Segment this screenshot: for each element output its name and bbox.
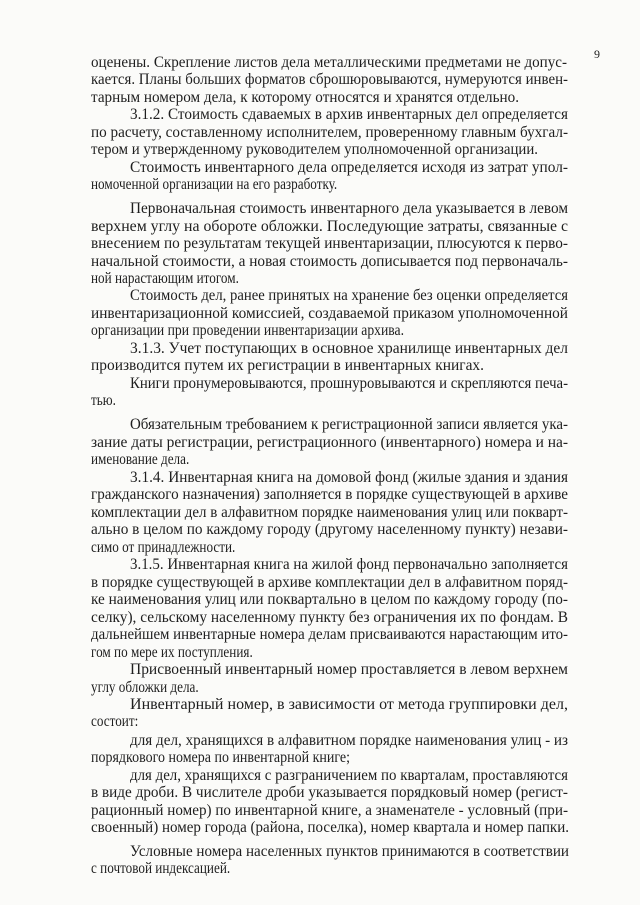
text-line: именование дела.: [91, 451, 190, 468]
text-line: Инвентарный номер, в зависимости от метода группировки дел,: [130, 696, 569, 713]
text-line: 3.1.2. Стоимость сдаваемых в архив инвентарных дел определяется: [130, 106, 569, 123]
text-line: селку), сельскому населенному пункту без ограничения их по фондам. В: [91, 609, 568, 626]
text-line: ной нарастающим итогом.: [91, 270, 239, 287]
text-line: номоченной организации на его разработку.: [91, 176, 338, 193]
text-line: тарным номером дела, к которому относятся и хранятся отдельно.: [91, 89, 520, 106]
text-line: ке наименования улиц или поквартально в целом по каждому городу (по-: [91, 591, 568, 608]
text-line: тью.: [91, 392, 116, 409]
text-line: с почтовой индексацией.: [91, 860, 231, 877]
text-line: своенный) номер города (района, поселка), номер квартала и номер папки.: [91, 819, 570, 836]
text-line: 3.1.4. Инвентарная книга на домовой фонд (жилые здания и здания: [130, 469, 569, 486]
text-line: оценены. Скрепление листов дела металлическими предметами не допус-: [91, 54, 568, 71]
text-line: ально в целом по каждому городу (другому населенному пункту) незави-: [91, 521, 569, 538]
text-line: в виде дроби. В числителе дроби указывается порядковый номер (регист-: [91, 784, 568, 801]
text-line: 3.1.3. Учет поступающих в основное хранилище инвентарных дел: [130, 340, 569, 357]
text-line: углу обложки дела.: [91, 679, 199, 696]
text-line: зание даты регистрации, регистрационного (инвентарного) номера и на-: [91, 434, 569, 451]
text-line: 3.1.5. Инвентарная книга на жилой фонд первоначально заполняется: [130, 556, 568, 573]
text-line: гражданского назначения) заполняется в порядке существующей в архиве: [91, 486, 569, 503]
text-line: верхнем углу на обороте обложки. Последующие затраты, связанные с: [91, 218, 568, 235]
text-line: начальной стоимости, а новая стоимость дописывается под первоначаль-: [91, 253, 568, 270]
text-line: кается. Планы больших форматов сброшюровываются, нумеруются инвен-: [91, 71, 568, 88]
text-line: Присвоенный инвентарный номер проставляется в левом верхнем: [130, 661, 568, 678]
text-line: организации при проведении инвентаризации архива.: [91, 322, 404, 339]
text-line: дальнейшем инвентарные номера делам присваиваются нарастающим ито-: [91, 626, 569, 643]
text-line: рационный номер) по инвентарной книге, а знаменателе - условный (при-: [91, 802, 568, 819]
page-number: 9: [594, 47, 600, 61]
text-line: Книги пронумеровываются, прошнуровываются и скрепляются печа-: [130, 375, 568, 392]
text-line: производится путем их регистрации в инвентарных книгах.: [91, 357, 485, 374]
text-line: Условные номера населенных пунктов принимаются в соответствии: [130, 843, 569, 860]
text-line: порядкового номера по инвентарной книге;: [91, 749, 351, 766]
text-line: в порядке существующей в архиве комплектации дел в алфавитном поряд-: [91, 574, 569, 591]
text-line: для дел, хранящихся в алфавитном порядке наименования улиц - из: [130, 732, 569, 749]
text-line: Обязательным требованием к регистрационной записи является ука-: [130, 416, 569, 433]
text-line: для дел, хранящихся с разграничением по кварталам, проставляются: [130, 767, 568, 784]
text-line: внесением по результатам текущей инвентаризации, плюсуются к перво-: [91, 235, 569, 252]
text-line: Стоимость дел, ранее принятых на хранение без оценки определяется: [130, 287, 568, 304]
text-line: комплектации дел в алфавитном порядке наименования улиц или покварт-: [91, 504, 569, 521]
text-line: гом по мере их поступления.: [91, 644, 253, 661]
text-line: симо от принадлежности.: [91, 539, 236, 556]
text-line: состоит:: [91, 713, 139, 730]
text-line: тером и утвержденному руководителем уполномоченной организации.: [91, 141, 539, 158]
text-line: Стоимость инвентарного дела определяется исходя из затрат упол-: [130, 159, 568, 176]
text-line: инвентаризационной комиссией, создаваемой приказом уполномоченной: [91, 305, 569, 322]
text-line: по расчету, составленному исполнителем, проверенному главным бухгал-: [91, 124, 569, 141]
text-line: Первоначальная стоимость инвентарного дела указывается в левом: [130, 200, 569, 217]
